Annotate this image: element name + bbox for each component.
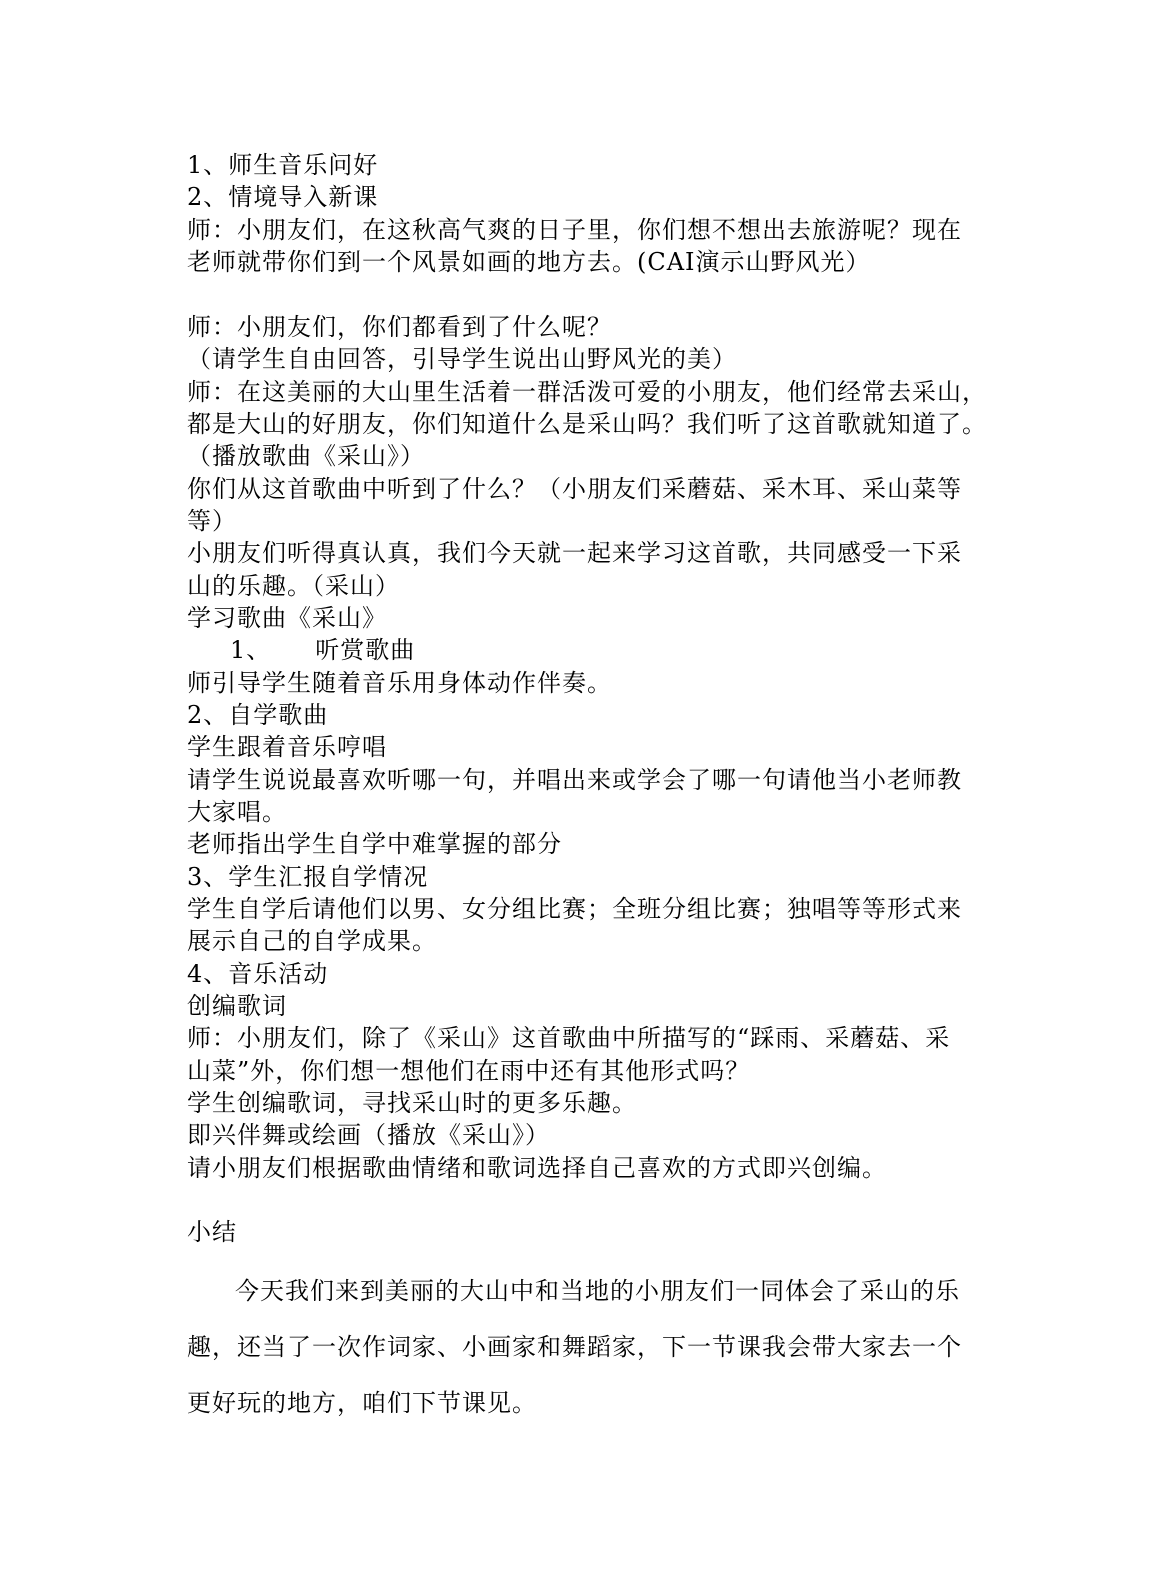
text-line: 趣，还当了一次作词家、小画家和舞蹈家，下一节课我会带大家去一个 bbox=[187, 1333, 962, 1361]
text-line: 4、音乐活动 bbox=[187, 960, 329, 988]
text-line: 师引导学生随着音乐用身体动作伴奏。 bbox=[187, 669, 612, 697]
list-text: 听赏歌曲 bbox=[315, 636, 416, 664]
text-line: 你们从这首歌曲中听到了什么？（小朋友们采蘑菇、采木耳、采山菜等 bbox=[187, 475, 962, 503]
list-item bbox=[230, 634, 1010, 666]
text-line: 都是大山的好朋友，你们知道什么是采山吗？我们听了这首歌就知道了。 bbox=[187, 410, 987, 438]
section-title: 小结 bbox=[187, 1218, 237, 1246]
text-line: 师：小朋友们，在这秋高气爽的日子里，你们想不想出去旅游呢？现在 bbox=[187, 216, 962, 244]
text-line: 学生自学后请他们以男、女分组比赛；全班分组比赛；独唱等等形式来 bbox=[187, 895, 962, 923]
text-line: 3、学生汇报自学情况 bbox=[187, 863, 429, 891]
text-line: 即兴伴舞或绘画（播放《采山》） bbox=[187, 1121, 550, 1149]
text-line: 老师指出学生自学中难掌握的部分 bbox=[187, 830, 562, 858]
text-line: 学生创编歌词，寻找采山时的更多乐趣。 bbox=[187, 1089, 637, 1117]
text-line: 今天我们来到美丽的大山中和当地的小朋友们一同体会了采山的乐 bbox=[235, 1277, 960, 1305]
text-line: 2、情境导入新课 bbox=[187, 183, 379, 211]
list-number: 1、 bbox=[230, 636, 272, 664]
text-line: 师：小朋友们，除了《采山》这首歌曲中所描写的“踩雨、采蘑菇、采 bbox=[187, 1024, 951, 1052]
text-line: 学生跟着音乐哼唱 bbox=[187, 733, 387, 761]
text-line: 大家唱。 bbox=[187, 798, 287, 826]
text-line: （播放歌曲《采山》） bbox=[187, 442, 425, 470]
text-line: 老师就带你们到一个风景如画的地方去。(CAI演示山野风光） bbox=[187, 248, 871, 276]
text-line: 师：小朋友们，你们都看到了什么呢？ bbox=[187, 313, 612, 341]
text-line: （请学生自由回答，引导学生说出山野风光的美） bbox=[187, 345, 737, 373]
text-line: 更好玩的地方，咱们下节课见。 bbox=[187, 1389, 537, 1417]
text-line: 请小朋友们根据歌曲情绪和歌词选择自己喜欢的方式即兴创编。 bbox=[187, 1154, 887, 1182]
text-line: 学习歌曲《采山》 bbox=[187, 604, 387, 632]
text-line: 师：在这美丽的大山里生活着一群活泼可爱的小朋友，他们经常去采山， bbox=[187, 378, 987, 406]
text-line: 1、师生音乐问好 bbox=[187, 151, 379, 179]
text-line: 山的乐趣。（采山） bbox=[187, 572, 400, 600]
text-line: 创编歌词 bbox=[187, 992, 287, 1020]
text-line: 等） bbox=[187, 507, 237, 535]
text-line: 请学生说说最喜欢听哪一句，并唱出来或学会了哪一句请他当小老师教 bbox=[187, 766, 962, 794]
text-line: 展示自己的自学成果。 bbox=[187, 927, 437, 955]
text-line: 山菜”外，你们想一想他们在雨中还有其他形式吗？ bbox=[187, 1057, 751, 1085]
text-line: 2、自学歌曲 bbox=[187, 701, 329, 729]
text-line: 小朋友们听得真认真，我们今天就一起来学习这首歌，共同感受一下采 bbox=[187, 539, 962, 567]
